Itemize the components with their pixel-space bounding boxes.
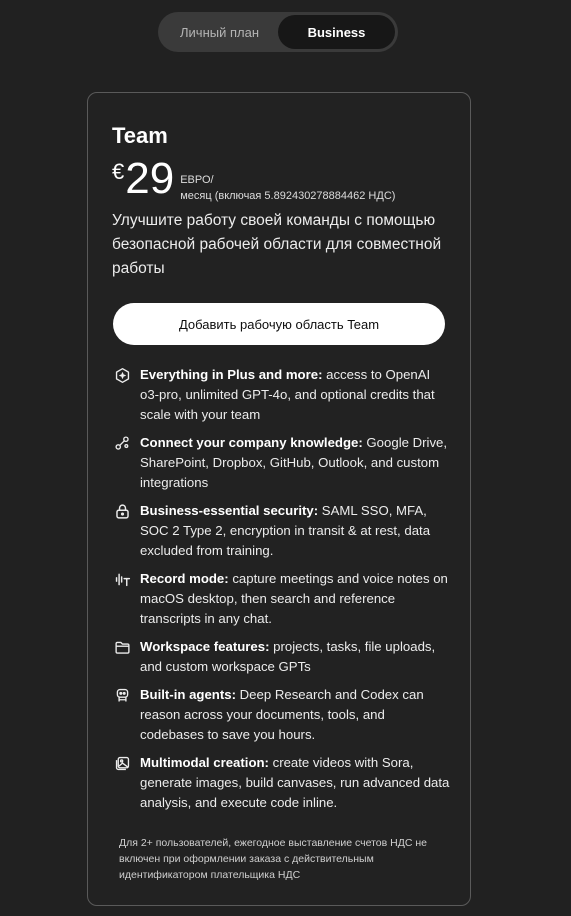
toggle-personal[interactable]: Личный план	[180, 24, 259, 40]
feature-title: Workspace features:	[140, 639, 270, 654]
feature-text: Deep Research and Codex can reason across your documents, tools, and codebases to save you hours.	[140, 687, 424, 742]
feature-title: Multimodal creation:	[140, 755, 269, 770]
feature-title: Built-in agents:	[140, 687, 236, 702]
billing-footnote: Для 2+ пользователей, ежегодное выставление счетов НДС не включен при оформлении заказа с действительным идентификатором плательщика НДС	[119, 837, 427, 881]
plan-type-toggle	[158, 12, 398, 52]
feature-item	[112, 501, 452, 561]
feature-text: create videos with Sora, generate images, build canvases, run advanced data analysis, and execute code inline.	[140, 755, 450, 810]
folder-icon	[112, 637, 132, 657]
robot-icon	[112, 685, 132, 705]
feature-item	[112, 365, 452, 425]
plan-name: Team	[112, 123, 168, 148]
plan-card	[87, 92, 471, 906]
feature-title: Everything in Plus and more:	[140, 367, 323, 382]
feature-item	[112, 637, 452, 677]
price-amount: 29	[125, 154, 175, 203]
connectors-icon	[112, 433, 132, 453]
toggle-business[interactable]: Business	[278, 15, 395, 49]
price-period: месяц (включая 5.892430278884462 НДС)	[180, 190, 396, 202]
feature-text: capture meetings and voice notes on macOS desktop, then search and reference transcripts in any chat.	[140, 571, 448, 626]
feature-item	[112, 569, 452, 629]
lock-icon	[112, 501, 132, 521]
feature-item	[112, 433, 452, 493]
plan-tagline: Улучшите работу своей команды с помощью безопасной рабочей области для совместной работы	[112, 212, 442, 277]
feature-title: Connect your company knowledge:	[140, 435, 363, 450]
price-meta	[180, 172, 395, 204]
price	[112, 154, 396, 204]
feature-text: projects, tasks, file uploads, and custom workspace GPTs	[140, 639, 436, 674]
price-currency: €	[112, 159, 125, 184]
images-icon	[112, 753, 132, 773]
feature-item	[112, 685, 452, 745]
feature-list	[112, 365, 452, 821]
feature-text: Google Drive, SharePoint, Dropbox, GitHub, Outlook, and custom integrations	[140, 435, 448, 490]
feature-text: SAML SSO, MFA, SOC 2 Type 2, encryption in transit & at rest, data excluded from training.	[140, 503, 431, 558]
feature-title: Record mode:	[140, 571, 229, 586]
waveform-icon	[112, 569, 132, 589]
feature-item	[112, 753, 452, 813]
price-unit: ЕВРО/	[180, 174, 214, 186]
feature-title: Business-essential security:	[140, 503, 319, 518]
feature-text: access to OpenAI o3-pro, unlimited GPT-4o, and optional credits that scale with your team	[140, 367, 435, 422]
add-team-workspace-button[interactable]: Добавить рабочую область Team	[113, 303, 445, 345]
sparkle-shield-icon	[112, 365, 132, 385]
